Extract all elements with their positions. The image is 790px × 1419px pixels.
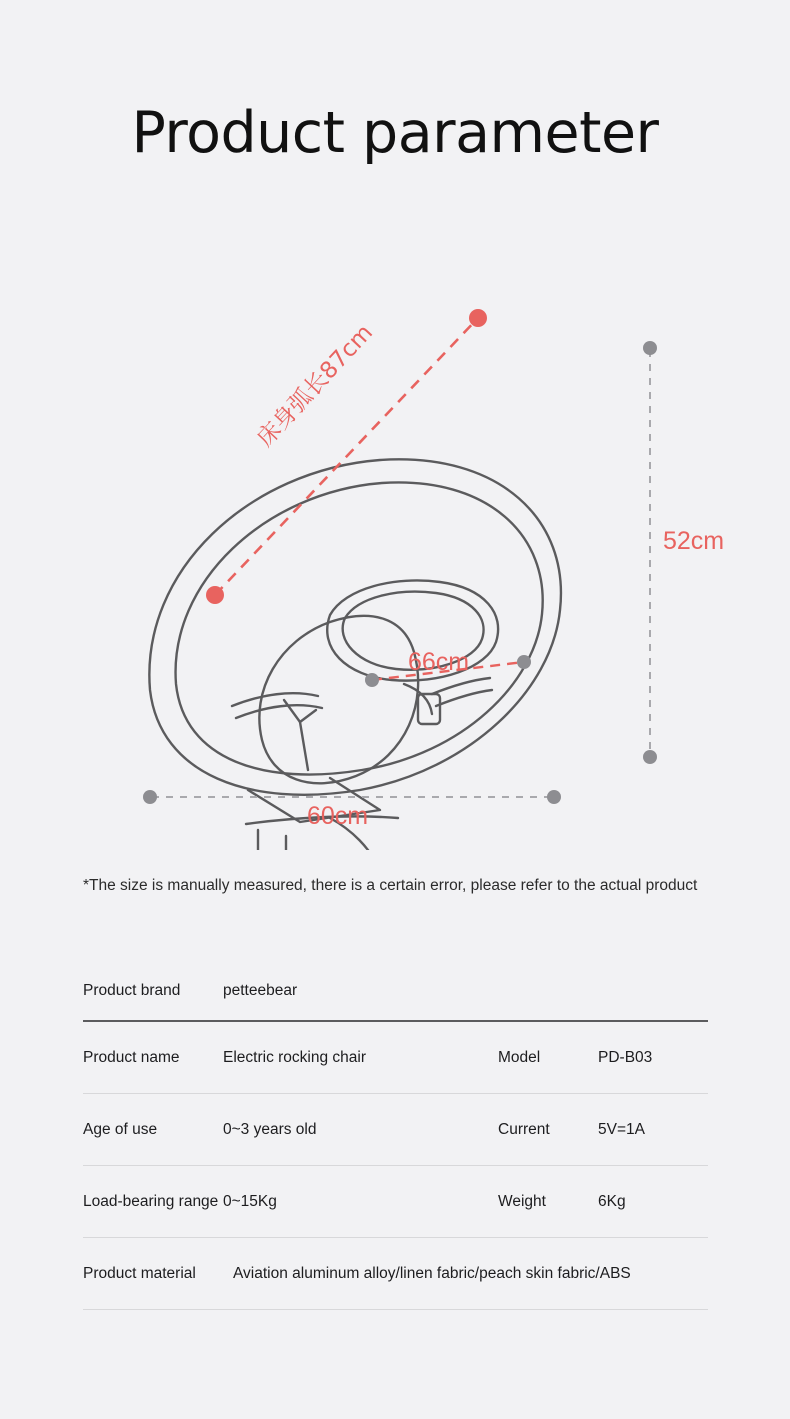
height-dimension-endpoint-top [643, 341, 657, 355]
width-dimension-endpoint-left [143, 790, 157, 804]
depth-dimension-endpoint-right [517, 655, 531, 669]
width-label: 60cm [307, 802, 369, 830]
arc-length-label: 床身弧长87cm [252, 319, 379, 452]
product-dimension-illustration [0, 270, 790, 850]
spec-table [83, 962, 708, 1310]
height-label: 52cm [663, 527, 725, 555]
height-dimension-endpoint-bottom [643, 750, 657, 764]
table-row [83, 962, 708, 1022]
page-title: Product parameter [131, 100, 659, 166]
spec-value-brand: petteebear [223, 982, 298, 999]
arc-dimension-endpoint-top [469, 309, 487, 327]
spec-value-product-material: Aviation aluminum alloy/linen fabric/peach skin fabric/ABS [233, 1264, 631, 1282]
spec-value-load-bearing-range: 0~15Kg [223, 1192, 277, 1210]
spec-key-weight: Weight [498, 1192, 546, 1210]
spec-key-brand: Product brand [83, 982, 181, 999]
table-row [83, 1094, 708, 1166]
depth-label: 66cm [408, 648, 470, 676]
rocking-chair-drawing [0, 270, 790, 850]
table-row [83, 1238, 708, 1310]
spec-value-age-of-use: 0~3 years old [223, 1120, 317, 1138]
spec-key-model: Model [498, 1048, 541, 1066]
depth-dimension-endpoint-left [365, 673, 379, 687]
spec-key-age-of-use: Age of use [83, 1120, 158, 1138]
table-row [83, 1022, 708, 1094]
spec-value-model: PD-B03 [598, 1048, 653, 1066]
table-row [83, 1166, 708, 1238]
width-dimension-endpoint-right [547, 790, 561, 804]
spec-value-current: 5V=1A [598, 1120, 645, 1138]
arc-dimension-endpoint-bottom [206, 586, 224, 604]
spec-key-load-bearing-range: Load-bearing range [83, 1192, 219, 1210]
measurement-note: *The size is manually measured, there is a certain error, please refer to the actual product [83, 877, 698, 894]
spec-key-current: Current [498, 1120, 550, 1138]
spec-key-product-name: Product name [83, 1048, 180, 1066]
spec-value-product-name: Electric rocking chair [223, 1048, 366, 1066]
spec-value-weight: 6Kg [598, 1192, 626, 1210]
spec-key-product-material: Product material [83, 1264, 196, 1282]
